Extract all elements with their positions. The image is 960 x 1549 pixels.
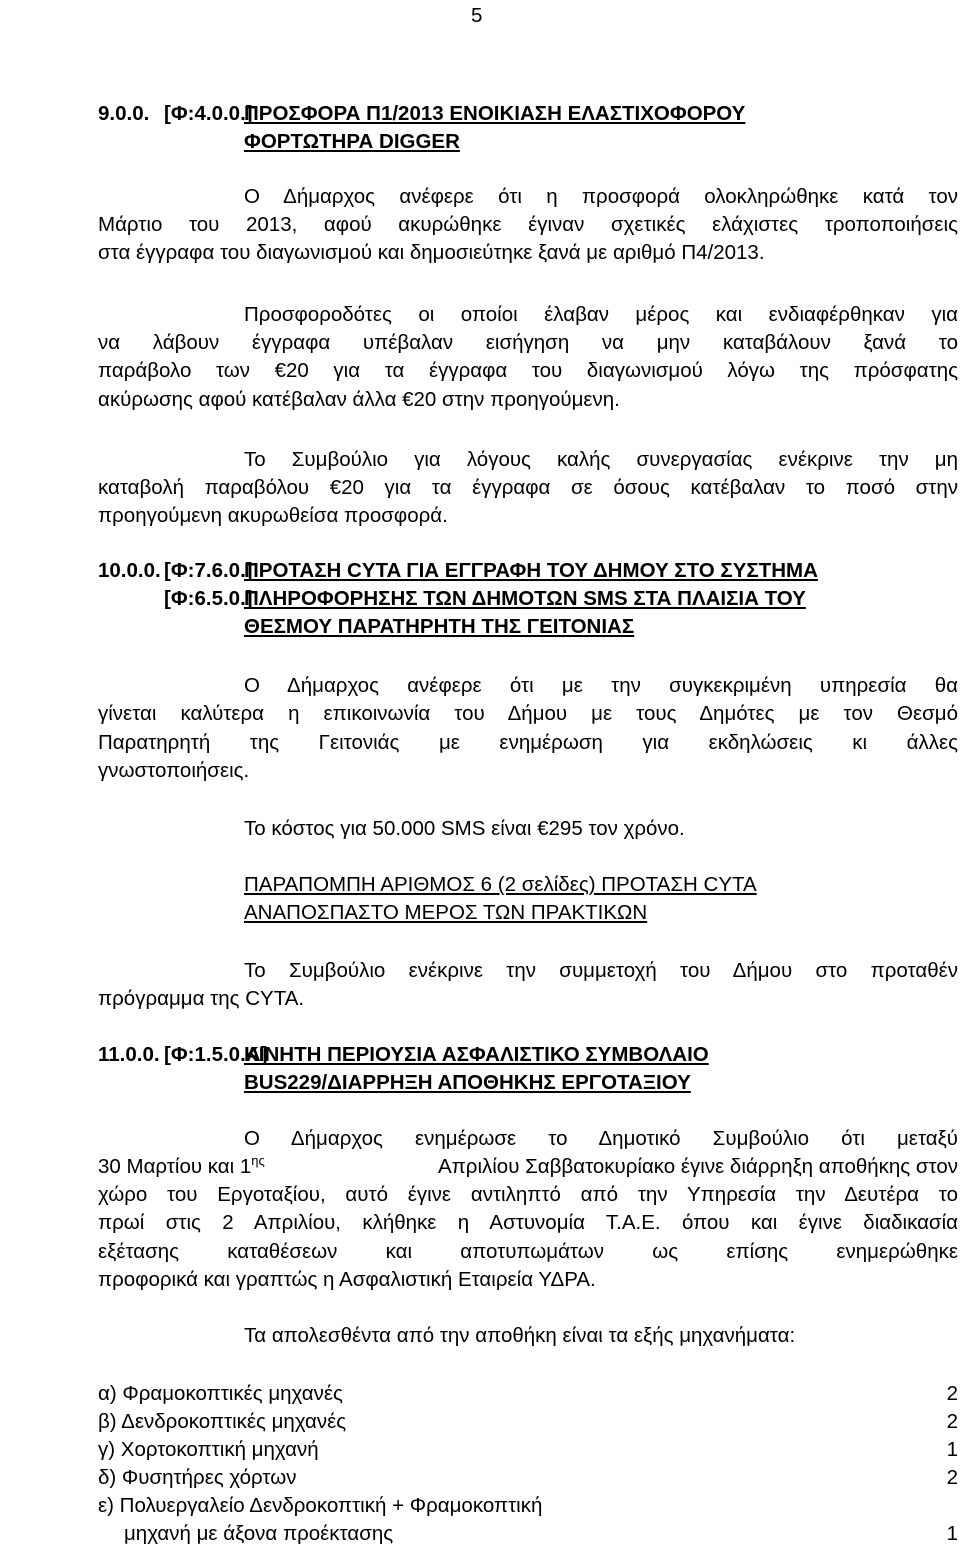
paragraph-line: Ο Δήμαρχος ανέφερε ότι με την συγκεκριμένη υπηρεσία θα <box>244 674 958 697</box>
list-item-quantity: 2 <box>946 1410 958 1433</box>
section-title-line: ΚΙΝΗΤΗ ΠΕΡΙΟΥΣΙΑ ΑΣΦΑΛΙΣΤΙΚΟ ΣΥΜΒΟΛΑΙΟ <box>244 1043 709 1066</box>
list-item-label: μηχανή με άξονα προέκτασης <box>124 1522 394 1545</box>
paragraph-line: Προσφοροδότες οι οποίοι έλαβαν μέρος και ενδιαφέρθηκαν για <box>244 303 958 326</box>
section-title-line: ΘΕΣΜΟΥ ΠΑΡΑΤΗΡΗΤΗ ΤΗΣ ΓΕΙΤΟΝΙΑΣ <box>244 615 635 638</box>
paragraph-line: πρωί στις 2 Απριλίου, κλήθηκε η Αστυνομία Τ.Α.Ε. όπου και έγινε διαδικασία <box>98 1211 958 1234</box>
section-number: 9.0.0. <box>98 102 150 125</box>
page-number: 5 <box>471 4 483 27</box>
list-item-quantity: 2 <box>946 1382 958 1405</box>
paragraph-fragment: Απριλίου Σαββατοκυρίακο έγινε διάρρηξη αποθήκης στον <box>437 1155 958 1178</box>
paragraph-line: χώρο του Εργοταξίου, αυτό έγινε αντιληπτό από την Υπηρεσία την Δευτέρα το <box>98 1183 958 1206</box>
paragraph-line: Ο Δήμαρχος ανέφερε ότι η προσφορά ολοκληρώθηκε κατά τον <box>244 185 958 208</box>
list-item-quantity: 2 <box>946 1466 958 1489</box>
list-item-label: ε) Πολυεργαλείο Δενδροκοπτική + Φραμοκοπτική <box>98 1494 543 1517</box>
paragraph-line: εξέτασης καταθέσεων και αποτυπωμάτων ως επίσης ενημερώθηκε <box>98 1240 958 1263</box>
reference-line: ΑΝΑΠΟΣΠΑΣΤΟ ΜΕΡΟΣ ΤΩΝ ΠΡΑΚΤΙΚΩΝ <box>244 901 648 924</box>
list-item-quantity: 1 <box>946 1522 958 1545</box>
paragraph-line: ακύρωσης αφού κατέβαλαν άλλα €20 στην προηγούμενη. <box>98 388 620 411</box>
paragraph-line: Μάρτιο του 2013, αφού ακυρώθηκε έγιναν σχετικές ελάχιστες τροποποιήσεις <box>98 213 958 236</box>
date-text: 30 Μαρτίου και 1 <box>98 1155 252 1178</box>
section-code: [Φ:1.5.0.Α] <box>164 1043 268 1066</box>
ordinal-suffix: ης <box>251 1153 265 1168</box>
section-number: 11.0.0. <box>98 1043 160 1066</box>
reference-line: ΠΑΡΑΠΟΜΠΗ ΑΡΙΘΜΟΣ 6 (2 σελίδες) ΠΡΟΤΑΣΗ CYTA <box>244 873 757 896</box>
section-number: 10.0.0. <box>98 559 161 582</box>
list-item-label: δ) Φυσητήρες χόρτων <box>98 1466 297 1489</box>
paragraph-fragment <box>98 1153 265 1181</box>
paragraph-line: να λάβουν έγγραφα υπέβαλαν εισήγηση να μην καταβάλουν ξανά το <box>98 331 958 354</box>
paragraph-line: Το Συμβούλιο ενέκρινε την συμμετοχή του Δήμου στο προταθέν <box>244 959 958 982</box>
paragraph-line: Τα απολεσθέντα από την αποθήκη είναι τα εξής μηχανήματα: <box>244 1324 796 1347</box>
paragraph-line: προηγούμενη ακυρωθείσα προσφορά. <box>98 504 448 527</box>
paragraph-line: Το Συμβούλιο για λόγους καλής συνεργασίας ενέκρινε την μη <box>244 448 958 471</box>
paragraph-line: στα έγγραφα του διαγωνισμού και δημοσιεύτηκε ξανά με αριθμό Π4/2013. <box>98 241 765 264</box>
section-title-line: ΠΛΗΡΟΦΟΡΗΣΗΣ ΤΩΝ ΔΗΜΟΤΩΝ SMS ΣΤΑ ΠΛΑΙΣΙΑ ΤΟΥ <box>244 587 806 610</box>
section-title-line: ΠΡΟΤΑΣΗ CYTA ΓΙΑ ΕΓΓΡΑΦΗ ΤΟΥ ΔΗΜΟΥ ΣΤΟ ΣΥΣΤΗΜΑ <box>244 559 818 582</box>
section-title-line: BUS229/ΔΙΑΡΡΗΞΗ ΑΠΟΘΗΚΗΣ ΕΡΓΟΤΑΞΙΟΥ <box>244 1071 691 1094</box>
section-title-line: ΦΟΡΤΩΤΗΡΑ DIGGER <box>244 130 460 153</box>
paragraph-line <box>98 1153 958 1181</box>
list-item-label: β) Δενδροκοπτικές μηχανές <box>98 1410 347 1433</box>
list-item-label: α) Φραμοκοπτικές μηχανές <box>98 1382 343 1405</box>
paragraph-line: καταβολή παραβόλου €20 για τα έγγραφα σε όσους κατέβαλαν το ποσό στην <box>98 476 958 499</box>
paragraph-line: Παρατηρητή της Γειτονιάς με ενημέρωση για εκδηλώσεις κι άλλες <box>98 731 958 754</box>
paragraph-line: παράβολο των €20 για τα έγγραφα του διαγωνισμού λόγω της πρόσφατης <box>98 359 958 382</box>
section-code: [Φ:7.6.0.] <box>164 559 253 582</box>
section-title-line: ΠΡΟΣΦΟΡΑ Π1/2013 ΕΝΟΙΚΙΑΣΗ ΕΛΑΣΤΙΧΟΦΟΡΟΥ <box>244 102 746 125</box>
list-item-label: γ) Χορτοκοπτική μηχανή <box>98 1438 319 1461</box>
section-code: [Φ:4.0.0.] <box>164 102 253 125</box>
cost-line: Το κόστος για 50.000 SMS είναι €295 τον χρόνο. <box>244 817 685 840</box>
list-item-quantity: 1 <box>946 1438 958 1461</box>
paragraph-line: προφορικά και γραπτώς η Ασφαλιστική Εταιρεία ΥΔΡΑ. <box>98 1268 596 1291</box>
paragraph-line: Ο Δήμαρχος ενημέρωσε το Δημοτικό Συμβούλιο ότι μεταξύ <box>244 1127 958 1150</box>
paragraph-line: γνωστοποιήσεις. <box>98 759 250 782</box>
section-code: [Φ:6.5.0.] <box>164 587 253 610</box>
paragraph-line: πρόγραμμα της CYTA. <box>98 987 305 1010</box>
paragraph-line: γίνεται καλύτερα η επικοινωνία του Δήμου με τους Δημότες με τον Θεσμό <box>98 702 958 725</box>
